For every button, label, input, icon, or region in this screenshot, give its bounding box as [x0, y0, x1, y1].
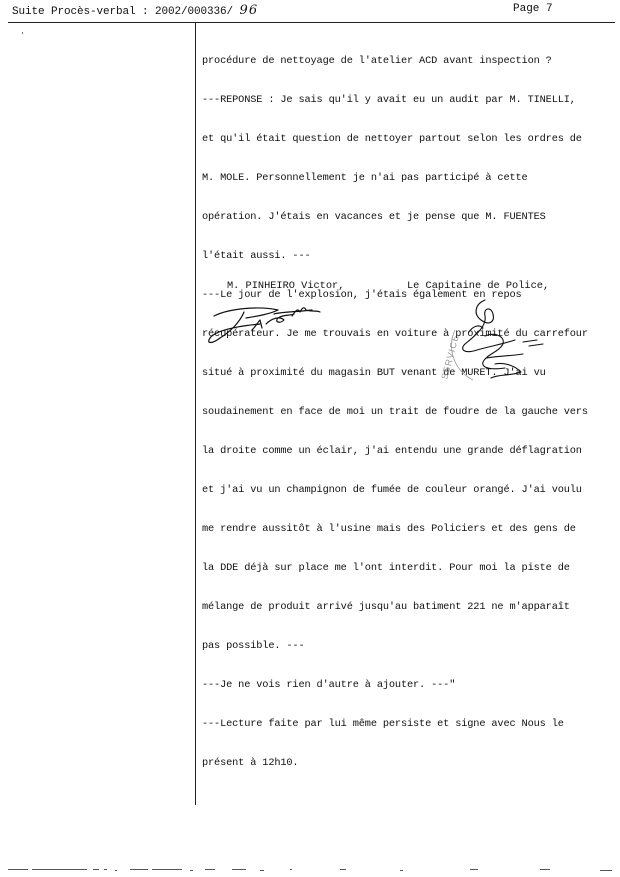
svg-text:SERVICE: SERVICE — [439, 333, 461, 381]
margin-rule — [195, 22, 196, 805]
scan-edge-noise — [0, 862, 620, 876]
page-number: Page 7 — [513, 3, 553, 15]
statement-line: et qu'il était question de nettoyer partout selon les ordres de — [202, 133, 582, 145]
officer-title: Le Capitaine de Police, — [407, 280, 550, 292]
statement-line: opération. J'étais en vacances et je pense que M. FUENTES — [202, 211, 546, 223]
statement-line: ---Lecture faite par lui même persiste et signe avec Nous le — [202, 718, 564, 730]
statement-line: la droite comme un éclair, j'ai entendu une grande déflagration — [202, 445, 582, 457]
witness-signature — [200, 300, 335, 350]
reference-label: Suite Procès-verbal : 2002/000336/ — [12, 6, 240, 18]
statement-line: ---Le jour de l'explosion, j'étais également en repos — [202, 289, 522, 301]
statement-line: procédure de nettoyage de l'atelier ACD avant inspection ? — [202, 55, 552, 67]
statement-line: récupérateur. Je me trouvais en voiture à proximité du carrefour — [202, 328, 588, 340]
official-stamp — [439, 330, 473, 381]
handwritten-page-number: 96 — [239, 3, 259, 18]
statement-body — [202, 29, 614, 796]
proces-verbal-reference — [12, 3, 258, 18]
statement-line: ---Je ne vois rien d'autre à ajouter. ---" — [202, 679, 456, 691]
statement-line: l'était aussi. --- — [202, 250, 311, 262]
statement-line: mélange de produit arrivé jusqu'au batiment 221 ne m'apparaît — [202, 601, 570, 613]
statement-line: M. MOLE. Personnellement je n'ai pas participé à cette — [202, 172, 528, 184]
header-rule — [8, 22, 615, 23]
statement-line: et j'ai vu un champignon de fumée de couleur orangé. J'ai voulu — [202, 484, 582, 496]
margin-speck — [22, 32, 23, 34]
witness-name: M. PINHEIRO Victor, — [227, 280, 345, 292]
statement-line: situé à proximité du magasin BUT venant de MURET. J'ai vu — [202, 367, 546, 379]
statement-line: me rendre aussitôt à l'usine mais des Policiers et des gens de — [202, 523, 576, 535]
statement-line: soudainement en face de moi un trait de foudre de la gauche vers — [202, 406, 588, 418]
statement-line: présent à 12h10. — [202, 757, 299, 769]
statement-line: la DDE déjà sur place me l'ont interdit. Pour moi la piste de — [202, 562, 570, 574]
statement-line: ---REPONSE : Je sais qu'il y avait eu un audit par M. TINELLI, — [202, 94, 576, 106]
statement-line: pas possible. --- — [202, 640, 305, 652]
officer-signature-with-stamp — [425, 292, 560, 387]
